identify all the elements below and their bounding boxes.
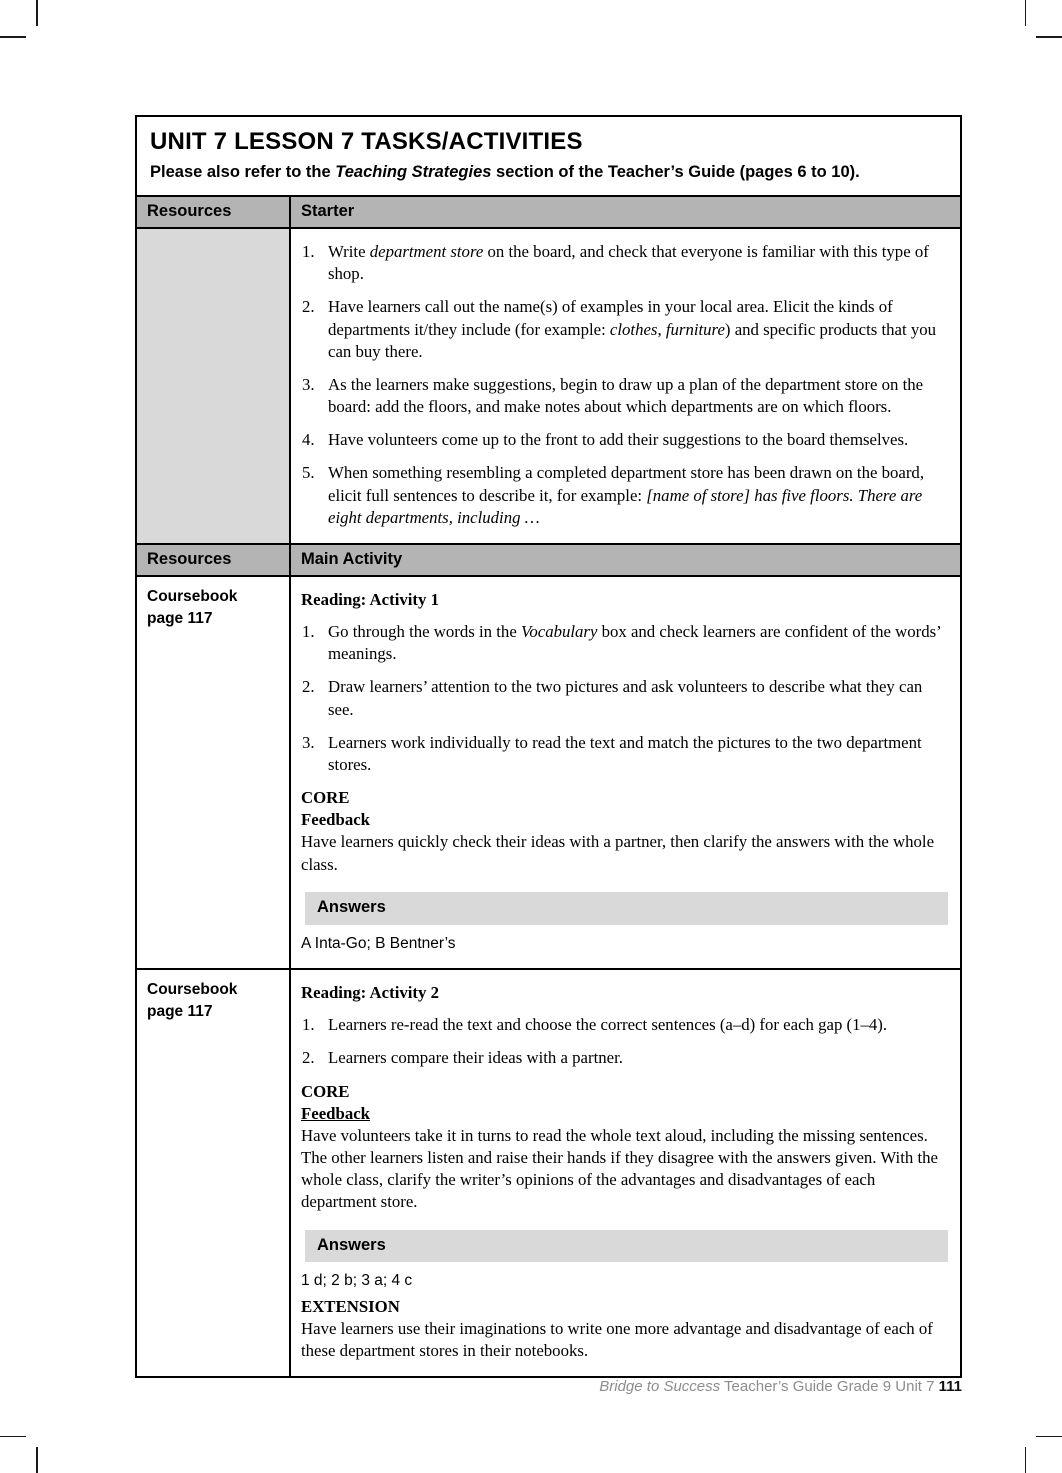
- list-item: Have learners call out the name(s) of examples in your local area. Elicit the kinds of departments it/they include (for example: clothes, furniture) and specific products that you can buy there.: [328, 297, 937, 361]
- activity2-row: [137, 968, 960, 1376]
- feedback-label: Feedback: [301, 1103, 370, 1123]
- crop-mark: [1036, 1436, 1062, 1438]
- title-block: [137, 117, 960, 195]
- starter-header-row: [137, 195, 960, 227]
- resources-header: Resources: [137, 545, 291, 575]
- extension-text: Have learners use their imaginations to write one more advantage and disadvantage of each of these department stores in their notebooks.: [301, 1318, 933, 1361]
- activity1-content: [291, 577, 960, 968]
- list-item: Write department store on the board, and check that everyone is familiar with this type of shop.: [328, 242, 929, 284]
- list-item: Learners re-read the text and choose the correct sentences (a–d) for each gap (1–4).: [328, 1015, 888, 1035]
- activity1-row: [137, 575, 960, 968]
- activity-heading: Reading: Activity 1: [301, 589, 439, 609]
- answers-header: Answers: [305, 1230, 948, 1263]
- page-footer: Bridge to Success Teacher’s Guide Grade 9 Unit 7 111: [599, 1378, 962, 1395]
- list-item: Draw learners’ attention to the two pictures and ask volunteers to describe what they can see.: [328, 677, 923, 719]
- starter-resources-cell: [137, 229, 291, 543]
- main-activity-header-row: [137, 543, 960, 575]
- answers-header: Answers: [305, 892, 948, 925]
- crop-mark: [1025, 1447, 1027, 1473]
- starter-row: [137, 227, 960, 543]
- feedback-label: Feedback: [301, 810, 370, 830]
- page-subtitle: Please also refer to the Teaching Strategies section of the Teacher’s Guide (pages 6 to 10).: [150, 163, 860, 181]
- resource-line: Coursebook: [147, 587, 238, 605]
- crop-mark: [0, 36, 26, 38]
- resources-header: Resources: [137, 197, 291, 227]
- starter-steps-list: [301, 241, 948, 529]
- resource-line: page 117: [147, 1003, 213, 1021]
- resource-line: page 117: [147, 610, 213, 628]
- answers-text: A Inta-Go; B Bentner’s: [301, 934, 456, 952]
- starter-header: Starter: [291, 197, 960, 227]
- activity2-content: [291, 970, 960, 1376]
- list-item: When something resembling a completed department store has been drawn on the board, elicit full sentences to describe it, for example: [name of store] has five floors. There are eight departments, including …: [328, 463, 925, 527]
- activity1-steps-list: [301, 621, 948, 776]
- list-item: Learners compare their ideas with a partner.: [328, 1048, 623, 1068]
- list-item: Go through the words in the Vocabulary box and check learners are confident of the words’ meanings.: [328, 622, 941, 664]
- activity2-steps-list: [301, 1014, 948, 1069]
- main-activity-header: Main Activity: [291, 545, 960, 575]
- activity-heading: Reading: Activity 2: [301, 983, 439, 1002]
- core-label: CORE: [301, 1081, 350, 1101]
- resource-line: Coursebook: [147, 981, 238, 998]
- core-label: CORE: [301, 788, 350, 808]
- tasks-activities-table: [135, 115, 962, 1378]
- activity1-resource-cell: [137, 577, 291, 968]
- list-item: As the learners make suggestions, begin to draw up a plan of the department store on the board: add the floors, and make notes about which departments are on which floors.: [328, 374, 924, 417]
- activity2-resource-cell: [137, 970, 291, 1376]
- crop-mark: [1036, 36, 1062, 38]
- answers-text: 1 d; 2 b; 3 a; 4 c: [301, 1272, 413, 1290]
- starter-content: [291, 229, 960, 543]
- crop-mark: [36, 0, 38, 26]
- page-title: UNIT 7 LESSON 7 TASKS/ACTIVITIES: [150, 128, 583, 155]
- list-item: Have volunteers come up to the front to add their suggestions to the board themselves.: [328, 430, 909, 450]
- feedback-text: Have volunteers take it in turns to read the whole text aloud, including the missing sentences. The other learners listen and raise their hands if they disagree with the answers given. With the whole class, clarify the writer’s opinions of the advantages and disadvantages of each department store.: [301, 1125, 938, 1212]
- list-item: Learners work individually to read the text and match the pictures to the two department stores.: [328, 732, 922, 774]
- feedback-text: Have learners quickly check their ideas with a partner, then clarify the answers with the whole class.: [301, 832, 935, 874]
- extension-label: EXTENSION: [301, 1296, 400, 1316]
- crop-mark: [1025, 0, 1027, 26]
- crop-mark: [0, 1436, 26, 1438]
- crop-mark: [36, 1447, 38, 1473]
